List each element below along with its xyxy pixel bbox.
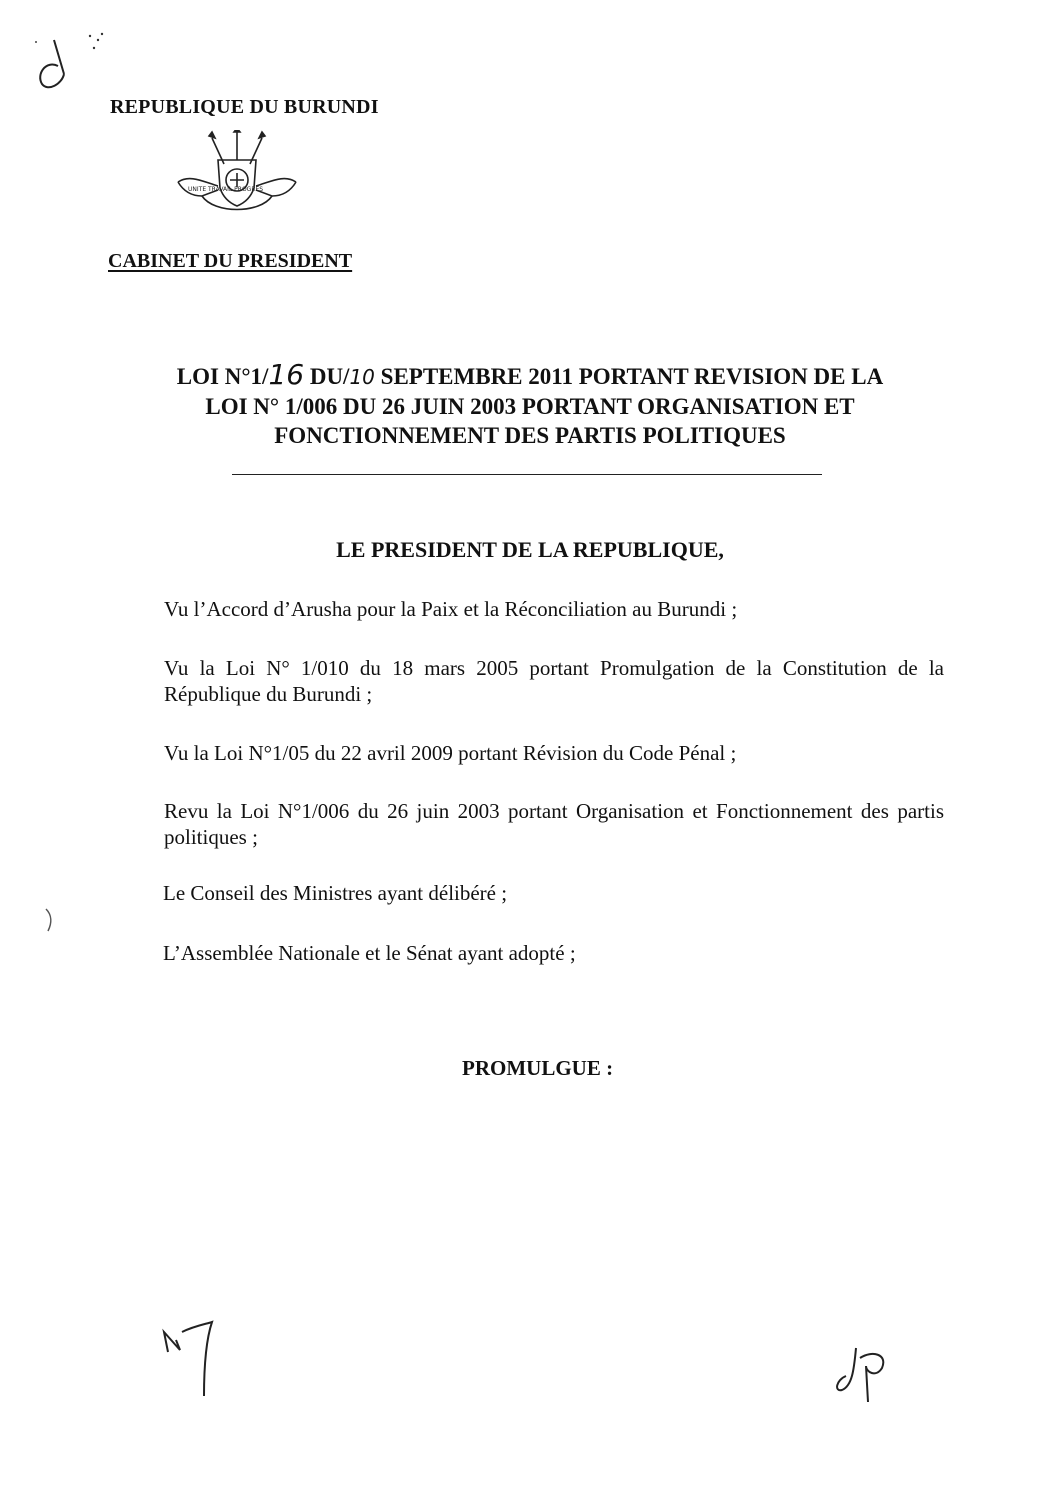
law-title (120, 360, 940, 450)
coat-of-arms-icon (172, 130, 302, 222)
handwritten-day: 10 (349, 365, 375, 389)
title-divider (232, 474, 822, 475)
preamble-item: Vu la Loi N°1/05 du 22 avril 2009 portant Révision du Code Pénal ; (164, 741, 737, 765)
law-title-line-3: FONCTIONNEMENT DES PARTIS POLITIQUES (274, 423, 786, 448)
preamble-item: Revu la Loi N°1/006 du 26 juin 2003 portant Organisation et Fonctionnement des partis politiques ; (164, 799, 944, 849)
promulgue-heading: PROMULGUE : (462, 1056, 614, 1080)
handwritten-initials-right (832, 1340, 902, 1410)
law-title-line-1: LOI N°1/16 DU/10 SEPTEMBRE 2011 PORTANT REVISION DE LA (176, 358, 884, 391)
handwritten-initial-mark (28, 30, 118, 100)
scan-artifact (40, 905, 60, 935)
country-name: REPUBLIQUE DU BURUNDI (110, 96, 379, 118)
motto-text: UNITE TRAVAIL PROGRES (188, 186, 264, 193)
handwritten-initials-left (150, 1310, 230, 1400)
preamble-item: Vu l’Accord d’Arusha pour la Paix et la Réconciliation au Burundi ; (164, 597, 738, 621)
preamble-item: Le Conseil des Ministres ayant délibéré ; (163, 881, 508, 905)
preamble-item: L’Assemblée Nationale et le Sénat ayant adopté ; (163, 941, 576, 965)
preamble-heading: LE PRESIDENT DE LA REPUBLIQUE, (336, 537, 724, 562)
law-title-line-2: LOI N° 1/006 DU 26 JUIN 2003 PORTANT ORGANISATION ET (205, 394, 855, 419)
office-name: CABINET DU PRESIDENT (108, 250, 353, 272)
handwritten-law-number: 16 (268, 358, 305, 391)
preamble-item: Vu la Loi N° 1/010 du 18 mars 2005 portant Promulgation de la Constitution de la République du Burundi ; (164, 656, 944, 706)
